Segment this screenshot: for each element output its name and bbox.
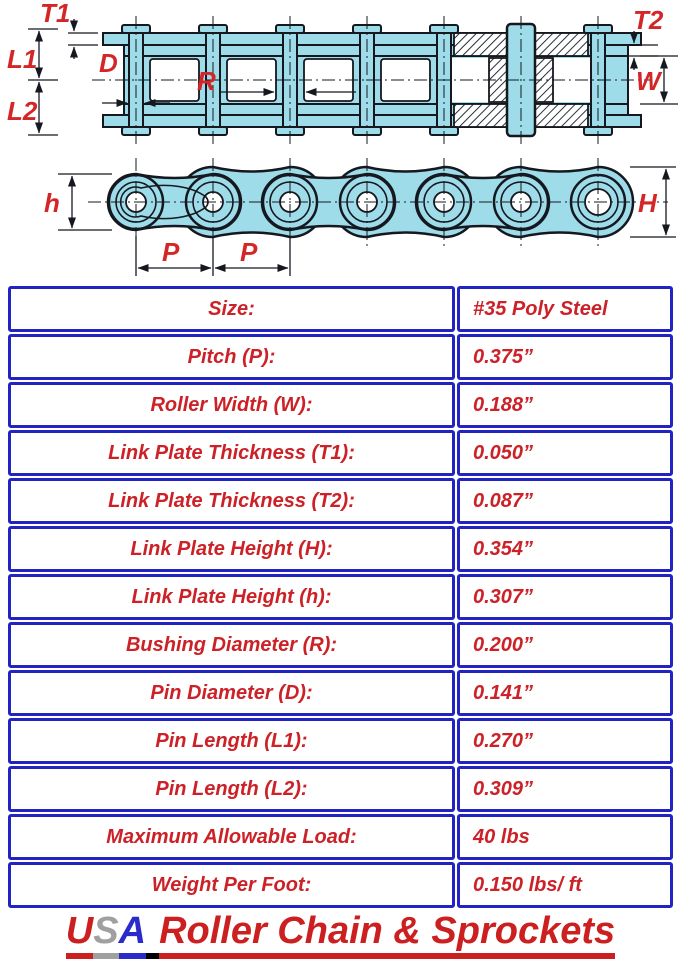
spec-value: 0.309” [457, 766, 673, 812]
spec-label: Size: [8, 286, 455, 332]
spec-value: 0.050” [457, 430, 673, 476]
spec-label: Link Plate Thickness (T1): [8, 430, 455, 476]
table-row [8, 334, 673, 380]
dim-label-p2: P [240, 237, 258, 267]
spec-value: 0.150 lbs/ ft [457, 862, 673, 908]
brand-letter-s: S [93, 911, 118, 959]
spec-value: 0.087” [457, 478, 673, 524]
table-row [8, 814, 673, 860]
dim-label-d: D [99, 48, 118, 78]
brand-underline-black-segment [146, 911, 159, 959]
spec-label: Maximum Allowable Load: [8, 814, 455, 860]
table-row [8, 862, 673, 908]
spec-label: Link Plate Height (h): [8, 574, 455, 620]
spec-value: 0.200” [457, 622, 673, 668]
dim-label-t1: T1 [40, 0, 71, 28]
brand-title-rest: Roller Chain & Sprockets [159, 911, 615, 959]
table-row [8, 718, 673, 764]
spec-value: 0.375” [457, 334, 673, 380]
table-row [8, 622, 673, 668]
spec-label: Pin Length (L1): [8, 718, 455, 764]
spec-value: 0.141” [457, 670, 673, 716]
table-row [8, 766, 673, 812]
spec-label: Pin Diameter (D): [8, 670, 455, 716]
brand-letter-u: U [66, 911, 93, 959]
spec-label: Link Plate Thickness (T2): [8, 478, 455, 524]
brand-letter-a: A [119, 911, 146, 959]
spec-value: 0.270” [457, 718, 673, 764]
spec-label: Roller Width (W): [8, 382, 455, 428]
table-row [8, 478, 673, 524]
spec-label: Bushing Diameter (R): [8, 622, 455, 668]
chain-side-view [44, 158, 676, 276]
spec-table [8, 286, 673, 908]
brand-title [0, 910, 681, 959]
spec-label: Pitch (P): [8, 334, 455, 380]
table-row [8, 286, 673, 332]
dim-label-p1: P [162, 237, 180, 267]
spec-label: Link Plate Height (H): [8, 526, 455, 572]
dim-label-big-h: H [638, 188, 657, 218]
dim-label-l1: L1 [7, 44, 38, 74]
spec-value: #35 Poly Steel [457, 286, 673, 332]
spec-value: 40 lbs [457, 814, 673, 860]
chain-top-view [7, 0, 678, 144]
spec-label: Pin Length (L2): [8, 766, 455, 812]
table-row [8, 670, 673, 716]
spec-value: 0.188” [457, 382, 673, 428]
spec-label: Weight Per Foot: [8, 862, 455, 908]
dim-label-l2: L2 [7, 96, 38, 126]
dim-label-h: h [44, 188, 60, 218]
spec-value: 0.354” [457, 526, 673, 572]
table-row [8, 382, 673, 428]
spec-value: 0.307” [457, 574, 673, 620]
table-row [8, 526, 673, 572]
table-row [8, 574, 673, 620]
dim-label-w: W [636, 66, 661, 96]
dim-label-r: R [197, 66, 216, 96]
dim-label-t2: T2 [633, 5, 664, 35]
table-row [8, 430, 673, 476]
chain-diagram [0, 0, 681, 284]
